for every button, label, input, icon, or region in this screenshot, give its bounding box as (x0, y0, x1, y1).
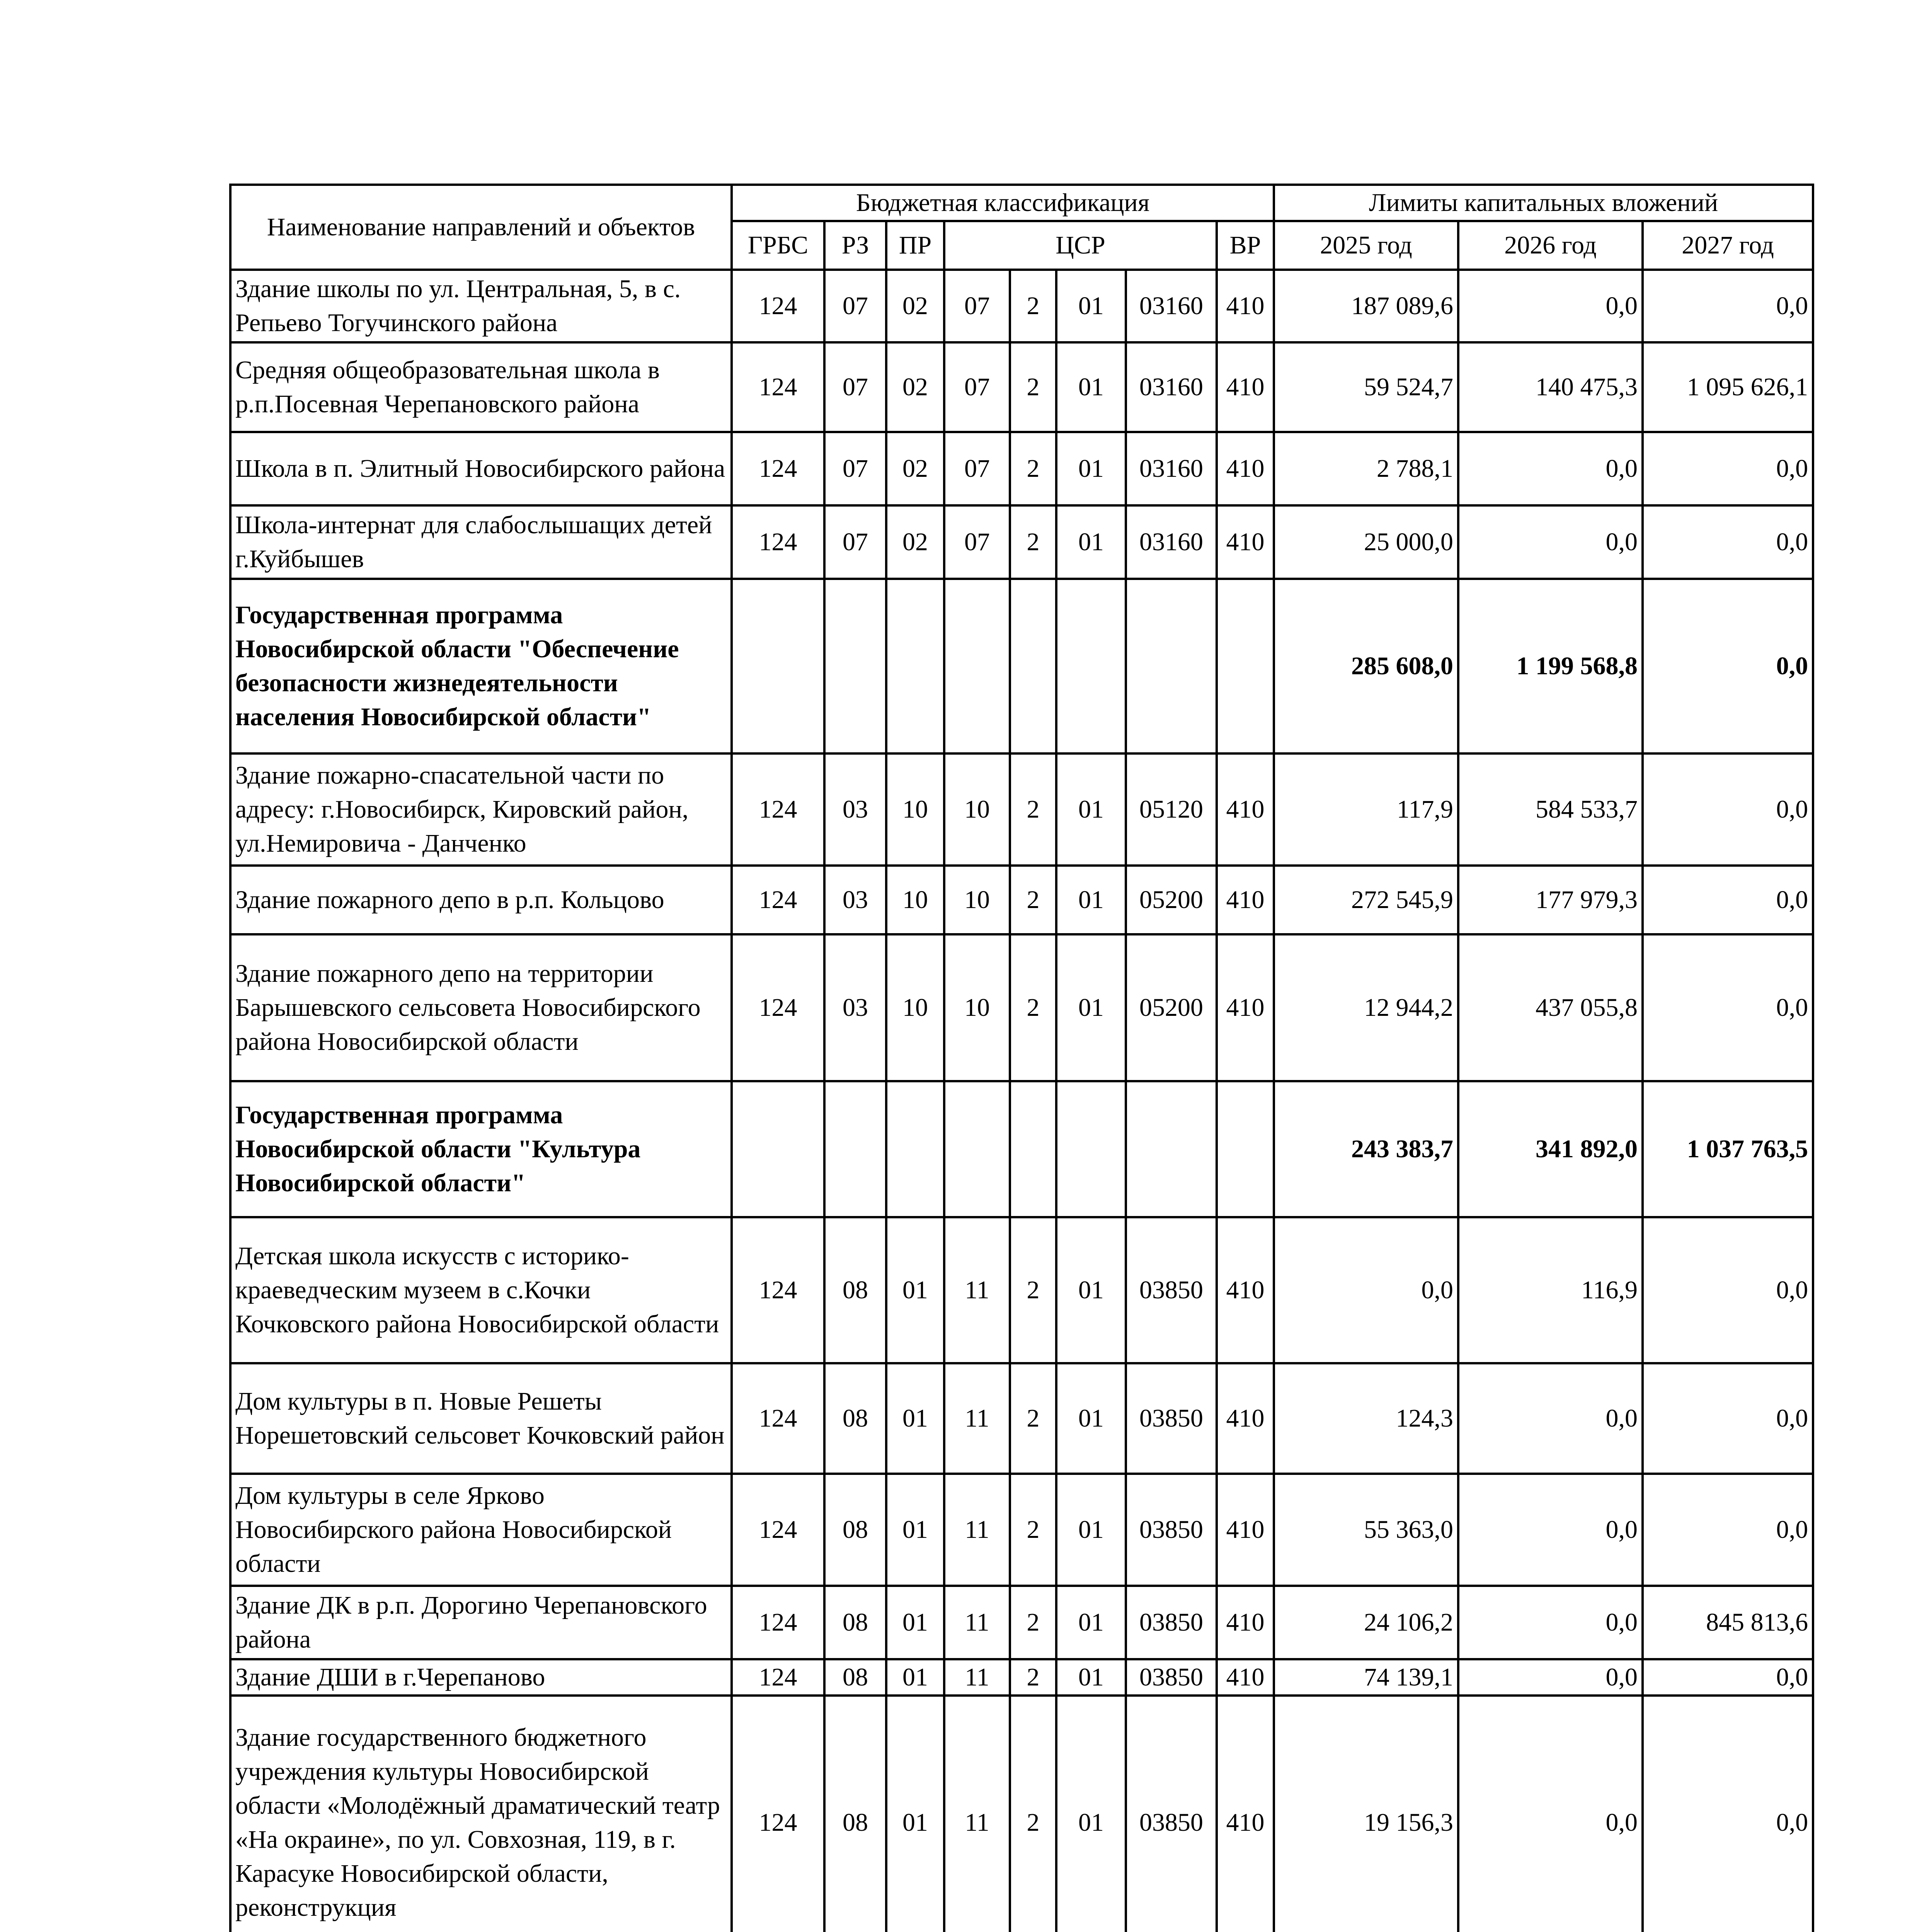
table-cell-2025: 285 608,0 (1274, 579, 1458, 753)
table-cell-vr: 410 (1217, 270, 1274, 342)
table-cell-csr-direction: 03850 (1126, 1217, 1217, 1363)
table-cell-csr-type (1010, 1081, 1056, 1217)
table-cell-2026: 1 199 568,8 (1458, 579, 1643, 753)
table-cell-csr-subprogram: 01 (1056, 505, 1126, 579)
table-cell-2027: 1 095 626,1 (1643, 342, 1813, 432)
table-cell-2025: 12 944,2 (1274, 934, 1458, 1081)
table-cell-2027: 0,0 (1643, 505, 1813, 579)
table-cell-2026: 0,0 (1458, 432, 1643, 505)
table-row (230, 270, 1813, 342)
table-cell-grbs (732, 579, 824, 753)
table-cell-csr-program: 10 (944, 934, 1010, 1081)
table-cell-2026: 0,0 (1458, 1696, 1643, 1932)
table-cell-csr-subprogram (1056, 1081, 1126, 1217)
table-cell-name: Здание школы по ул. Центральная, 5, в с. Репьево Тогучинского района (230, 270, 732, 342)
table-cell-vr: 410 (1217, 432, 1274, 505)
table-cell-rz: 03 (824, 753, 886, 866)
table-cell-csr-program (944, 1081, 1010, 1217)
table-cell-vr: 410 (1217, 866, 1274, 934)
table-row (230, 866, 1813, 934)
table-cell-2025: 25 000,0 (1274, 505, 1458, 579)
table-cell-2025: 19 156,3 (1274, 1696, 1458, 1932)
table-cell-rz: 07 (824, 505, 886, 579)
table-cell-rz: 07 (824, 432, 886, 505)
table-cell-2026: 140 475,3 (1458, 342, 1643, 432)
table-row (230, 1586, 1813, 1659)
table-cell-2027: 0,0 (1643, 432, 1813, 505)
table-cell-rz: 08 (824, 1659, 886, 1696)
table-cell-2025: 74 139,1 (1274, 1659, 1458, 1696)
table-cell-name: Государственная программа Новосибирской области "Культура Новосибирской области" (230, 1081, 732, 1217)
table-cell-2027: 0,0 (1643, 579, 1813, 753)
table-cell-csr-subprogram: 01 (1056, 1696, 1126, 1932)
table-cell-csr-type: 2 (1010, 753, 1056, 866)
header-grbs: ГРБС (732, 221, 824, 270)
table-cell-rz: 08 (824, 1474, 886, 1586)
table-cell-csr-subprogram: 01 (1056, 1363, 1126, 1474)
table-cell-name: Средняя общеобразовательная школа в р.п.Посевная Черепановского района (230, 342, 732, 432)
table-row (230, 1659, 1813, 1696)
table-cell-csr-program: 07 (944, 505, 1010, 579)
table-cell-2027: 0,0 (1643, 1696, 1813, 1932)
table-cell-rz: 08 (824, 1363, 886, 1474)
table-cell-csr-program: 07 (944, 342, 1010, 432)
table-cell-csr-subprogram: 01 (1056, 866, 1126, 934)
table-cell-csr-direction: 03160 (1126, 342, 1217, 432)
table-cell-2025: 243 383,7 (1274, 1081, 1458, 1217)
table-cell-2027: 0,0 (1643, 1659, 1813, 1696)
table-cell-grbs: 124 (732, 1659, 824, 1696)
table-cell-grbs: 124 (732, 505, 824, 579)
table-cell-csr-subprogram: 01 (1056, 753, 1126, 866)
table-cell-2027: 1 037 763,5 (1643, 1081, 1813, 1217)
table-cell-rz: 08 (824, 1217, 886, 1363)
table-row (230, 432, 1813, 505)
table-cell-rz: 07 (824, 342, 886, 432)
table-cell-name: Дом культуры в п. Новые Решеты Норешетовский сельсовет Кочковский район (230, 1363, 732, 1474)
table-cell-grbs (732, 1081, 824, 1217)
table-cell-2025: 55 363,0 (1274, 1474, 1458, 1586)
table-cell-name: Школа в п. Элитный Новосибирского района (230, 432, 732, 505)
table-cell-pr: 01 (886, 1586, 944, 1659)
table-cell-grbs: 124 (732, 866, 824, 934)
table-cell-csr-type (1010, 579, 1056, 753)
header-capital-limits: Лимиты капитальных вложений (1274, 185, 1813, 221)
table-cell-vr: 410 (1217, 1217, 1274, 1363)
table-cell-2026: 0,0 (1458, 505, 1643, 579)
table-cell-grbs: 124 (732, 934, 824, 1081)
table-cell-grbs: 124 (732, 1474, 824, 1586)
table-cell-pr: 01 (886, 1363, 944, 1474)
table-cell-csr-direction (1126, 1081, 1217, 1217)
table-cell-pr: 02 (886, 270, 944, 342)
table-cell-csr-type: 2 (1010, 1696, 1056, 1932)
table-cell-csr-program: 07 (944, 270, 1010, 342)
program-row (230, 579, 1813, 753)
table-cell-csr-direction: 03850 (1126, 1586, 1217, 1659)
table-cell-2027: 0,0 (1643, 1474, 1813, 1586)
table-cell-name: Государственная программа Новосибирской области "Обеспечение безопасности жизнедеятельности населения Новосибирской области" (230, 579, 732, 753)
table-cell-grbs: 124 (732, 270, 824, 342)
table-cell-rz (824, 1081, 886, 1217)
table-cell-pr: 10 (886, 934, 944, 1081)
header-pr: ПР (886, 221, 944, 270)
table-cell-csr-subprogram: 01 (1056, 934, 1126, 1081)
header-2026: 2026 год (1458, 221, 1643, 270)
table-cell-vr: 410 (1217, 1586, 1274, 1659)
table-cell-csr-program: 11 (944, 1659, 1010, 1696)
table-cell-rz: 03 (824, 934, 886, 1081)
table-cell-pr: 10 (886, 866, 944, 934)
table-row (230, 753, 1813, 866)
table-cell-vr: 410 (1217, 1659, 1274, 1696)
table-cell-csr-subprogram (1056, 579, 1126, 753)
header-budget-classification: Бюджетная классификация (732, 185, 1274, 221)
table-cell-2026: 177 979,3 (1458, 866, 1643, 934)
table-cell-name: Здание государственного бюджетного учреждения культуры Новосибирской области «Молодёжный драматический театр «На окраине», по ул. Совхозная, 119, в г. Карасуке Новосибирской области, реконструкция (230, 1696, 732, 1932)
table-cell-2027: 0,0 (1643, 1363, 1813, 1474)
table-cell-csr-direction: 03850 (1126, 1474, 1217, 1586)
table-row (230, 505, 1813, 579)
table-cell-csr-direction: 03160 (1126, 270, 1217, 342)
table-cell-2025: 272 545,9 (1274, 866, 1458, 934)
table-cell-2027: 0,0 (1643, 270, 1813, 342)
table-cell-pr: 01 (886, 1217, 944, 1363)
table-cell-pr: 01 (886, 1696, 944, 1932)
table-cell-grbs: 124 (732, 342, 824, 432)
table-cell-name: Здание пожарного депо на территории Барышевского сельсовета Новосибирского района Новосибирской области (230, 934, 732, 1081)
table-cell-csr-program: 10 (944, 753, 1010, 866)
table-cell-csr-direction: 05120 (1126, 753, 1217, 866)
table-cell-2027: 0,0 (1643, 753, 1813, 866)
table-cell-pr: 01 (886, 1474, 944, 1586)
table-cell-csr-direction: 05200 (1126, 934, 1217, 1081)
table-cell-pr: 02 (886, 342, 944, 432)
table-cell-csr-subprogram: 01 (1056, 270, 1126, 342)
table-cell-csr-subprogram: 01 (1056, 1586, 1126, 1659)
table-cell-vr: 410 (1217, 934, 1274, 1081)
header-name: Наименование направлений и объектов (230, 185, 732, 270)
table-cell-csr-program: 11 (944, 1696, 1010, 1932)
table-cell-csr-subprogram: 01 (1056, 1474, 1126, 1586)
table-cell-2026: 341 892,0 (1458, 1081, 1643, 1217)
table-cell-2026: 0,0 (1458, 1474, 1643, 1586)
table-cell-pr: 02 (886, 505, 944, 579)
table-cell-csr-subprogram: 01 (1056, 432, 1126, 505)
table-cell-grbs: 124 (732, 1586, 824, 1659)
table-cell-csr-program: 11 (944, 1217, 1010, 1363)
table-cell-vr: 410 (1217, 1474, 1274, 1586)
table-cell-csr-program: 11 (944, 1474, 1010, 1586)
table-cell-csr-subprogram: 01 (1056, 1659, 1126, 1696)
header-2025: 2025 год (1274, 221, 1458, 270)
table-cell-2026: 584 533,7 (1458, 753, 1643, 866)
table-cell-2025: 2 788,1 (1274, 432, 1458, 505)
table-cell-pr (886, 579, 944, 753)
table-row (230, 1696, 1813, 1932)
table-cell-csr-program: 10 (944, 866, 1010, 934)
table-row (230, 1217, 1813, 1363)
table-cell-2025: 124,3 (1274, 1363, 1458, 1474)
table-cell-2026: 437 055,8 (1458, 934, 1643, 1081)
table-cell-2025: 59 524,7 (1274, 342, 1458, 432)
table-cell-csr-program: 11 (944, 1363, 1010, 1474)
table-cell-csr-direction: 03160 (1126, 505, 1217, 579)
table-cell-csr-type: 2 (1010, 866, 1056, 934)
table-cell-2027: 0,0 (1643, 866, 1813, 934)
table-cell-vr: 410 (1217, 753, 1274, 866)
table-cell-csr-subprogram: 01 (1056, 1217, 1126, 1363)
table-cell-name: Здание пожарно-спасательной части по адресу: г.Новосибирск, Кировский район, ул.Немировича - Данченко (230, 753, 732, 866)
table-cell-rz: 08 (824, 1696, 886, 1932)
table-cell-vr (1217, 1081, 1274, 1217)
table-cell-name: Детская школа искусств с историко-краеведческим музеем в с.Кочки Кочковского района Новосибирской области (230, 1217, 732, 1363)
header-rz: РЗ (824, 221, 886, 270)
table-cell-csr-type: 2 (1010, 934, 1056, 1081)
table-cell-pr (886, 1081, 944, 1217)
table-cell-pr: 10 (886, 753, 944, 866)
table-cell-csr-program (944, 579, 1010, 753)
table-cell-csr-subprogram: 01 (1056, 342, 1126, 432)
table-cell-pr: 02 (886, 432, 944, 505)
table-cell-csr-type: 2 (1010, 1474, 1056, 1586)
table-cell-csr-program: 07 (944, 432, 1010, 505)
table-cell-name: Дом культуры в селе Ярково Новосибирского района Новосибирской области (230, 1474, 732, 1586)
table-cell-grbs: 124 (732, 753, 824, 866)
table-cell-csr-type: 2 (1010, 432, 1056, 505)
table-cell-2026: 0,0 (1458, 270, 1643, 342)
table-cell-name: Здание ДШИ в г.Черепаново (230, 1659, 732, 1696)
table-cell-grbs: 124 (732, 1217, 824, 1363)
table-cell-csr-type: 2 (1010, 1363, 1056, 1474)
table-cell-2025: 0,0 (1274, 1217, 1458, 1363)
table-cell-vr: 410 (1217, 505, 1274, 579)
header-csr: ЦСР (944, 221, 1217, 270)
table-cell-name: Школа-интернат для слабослышащих детей г.Куйбышев (230, 505, 732, 579)
table-cell-pr: 01 (886, 1659, 944, 1696)
table-cell-csr-direction: 03850 (1126, 1363, 1217, 1474)
table-cell-csr-direction: 03850 (1126, 1696, 1217, 1932)
table-cell-vr: 410 (1217, 1363, 1274, 1474)
table-cell-rz: 08 (824, 1586, 886, 1659)
table-cell-csr-type: 2 (1010, 1217, 1056, 1363)
table-cell-grbs: 124 (732, 1363, 824, 1474)
table-cell-rz (824, 579, 886, 753)
table-cell-2026: 0,0 (1458, 1363, 1643, 1474)
table-cell-name: Здание ДК в р.п. Дорогино Черепановского района (230, 1586, 732, 1659)
table-cell-vr: 410 (1217, 342, 1274, 432)
table-cell-2025: 24 106,2 (1274, 1586, 1458, 1659)
table-cell-csr-type: 2 (1010, 342, 1056, 432)
table-cell-grbs: 124 (732, 1696, 824, 1932)
table-cell-csr-program: 11 (944, 1586, 1010, 1659)
table-row (230, 934, 1813, 1081)
table-cell-2027: 0,0 (1643, 934, 1813, 1081)
table-cell-2027: 845 813,6 (1643, 1586, 1813, 1659)
header-vr: ВР (1217, 221, 1274, 270)
table-cell-csr-direction: 03850 (1126, 1659, 1217, 1696)
table-cell-csr-direction: 03160 (1126, 432, 1217, 505)
table-row (230, 342, 1813, 432)
table-cell-csr-type: 2 (1010, 1659, 1056, 1696)
header-2027: 2027 год (1643, 221, 1813, 270)
table-cell-rz: 03 (824, 866, 886, 934)
table-cell-name: Здание пожарного депо в р.п. Кольцово (230, 866, 732, 934)
capital-investment-table (229, 184, 1814, 1932)
table-cell-2026: 0,0 (1458, 1659, 1643, 1696)
table-cell-2026: 0,0 (1458, 1586, 1643, 1659)
table-cell-grbs: 124 (732, 432, 824, 505)
table-cell-csr-direction: 05200 (1126, 866, 1217, 934)
table-cell-rz: 07 (824, 270, 886, 342)
table-row (230, 1474, 1813, 1586)
table-cell-csr-direction (1126, 579, 1217, 753)
table-cell-vr (1217, 579, 1274, 753)
table-cell-2025: 187 089,6 (1274, 270, 1458, 342)
table-cell-vr: 410 (1217, 1696, 1274, 1932)
table-cell-2027: 0,0 (1643, 1217, 1813, 1363)
program-row (230, 1081, 1813, 1217)
table-row (230, 1363, 1813, 1474)
table-cell-2025: 117,9 (1274, 753, 1458, 866)
table-cell-csr-type: 2 (1010, 1586, 1056, 1659)
table-cell-csr-type: 2 (1010, 505, 1056, 579)
table-cell-csr-type: 2 (1010, 270, 1056, 342)
table-cell-2026: 116,9 (1458, 1217, 1643, 1363)
